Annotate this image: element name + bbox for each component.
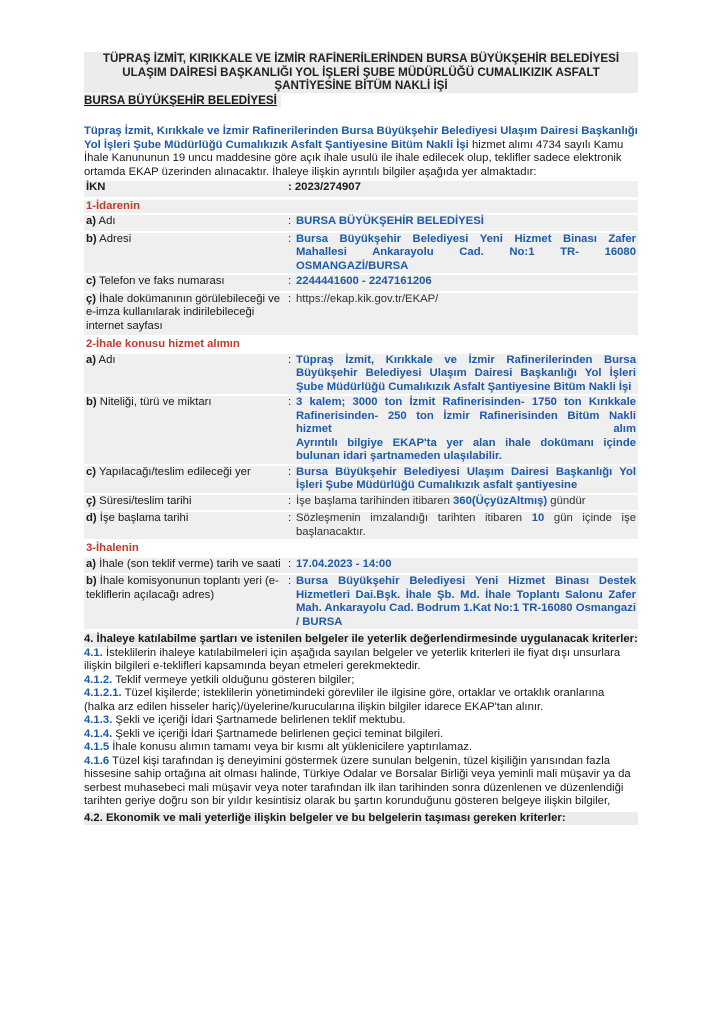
s1-a-value: BURSA BÜYÜKŞEHİR BELEDİYESİ xyxy=(296,215,484,228)
s2-d-label: Süresi/teslim tarihi xyxy=(96,494,192,507)
criteria-text: Şekli ve içeriği İdari Şartnamede belirlenen teklif mektubu. xyxy=(112,714,406,727)
s2-e-post: gün içinde işe başlanacaktır. xyxy=(296,512,636,538)
criteria-heading: 4. İhaleye katılabilme şartları ve istenilen belgeler ile yeterlik değerlendirmesinde uygulanacak kriterler: xyxy=(84,633,638,646)
criteria-text: Şekli ve içeriği İdari Şartnamede belirlenen geçici teminat bilgileri. xyxy=(112,727,444,740)
s2-row-e: d) İşe başlama tarihi : Sözleşmenin imzalandığı tarihten itibaren 10 gün içinde işe başlanacaktır. xyxy=(86,512,636,538)
s2-row-a: a) Adı : Tüpraş İzmit, Kırıkkale ve İzmir Rafinerilerinden Bursa Büyükşehir Belediyesi Ulaşım Dairesi Başkanlığı Yol İşleri Şube Müdürlüğü Cumalıkızık Asfalt Şantiyesine Bitüm Nakli İşi xyxy=(86,353,636,393)
publisher-name: BURSA BÜYÜKŞEHİR BELEDİYESİ xyxy=(84,94,281,108)
s2-e-pre: Sözleşmenin imzalandığı tarihten itibaren xyxy=(296,512,532,525)
s2-b-key: b) xyxy=(86,396,97,409)
criteria-num: 4.1.4. xyxy=(84,727,113,740)
s2-d-post: gündür xyxy=(547,494,586,507)
s3-row-a: a) İhale (son teklif verme) tarih ve saati : 17.04.2023 - 14:00 xyxy=(84,558,638,574)
criteria-text: Tüzel kişilerde; isteklilerin yönetimindeki görevliler ile ilgisine göre, ortaklar ve ortaklık oranlarına (halka arz edilen hisseler hariç)/üyelerine/kurucularına ilişkin bilgiler idarece EKAP'tan alınır. xyxy=(84,687,605,713)
criteria-item xyxy=(84,687,638,714)
criteria-num: 4.1.3. xyxy=(84,714,113,727)
s3-b-key: b) xyxy=(86,575,97,588)
criteria-item xyxy=(84,755,638,809)
intro-text: hizmet alımı 4734 sayılı Kamu İhale Kanununun 19 uncu maddesine göre açık ihale usulü ile ihale edilecek olup, teklifler sadece elektronik ortamda EKAP üzerinden alınacaktır. İhaleye ilişkin ayrıntılı bilgiler aşağıda yer almaktadır: xyxy=(84,138,624,178)
s1-b-label: Adresi xyxy=(96,232,132,245)
criteria-num: 4.1.5 xyxy=(84,741,110,754)
intro-bold-title: Tüpraş İzmit, Kırıkkale ve İzmir Rafinerilerinden Bursa Büyükşehir Belediyesi Ulaşım Dairesi Başkanlığı Yol İşleri Şube Müdürlüğü Cumalıkızık Asfalt Şantiyesine Bitüm Nakli İşi xyxy=(84,125,638,151)
section-1-title: 1-İdarenin xyxy=(84,200,638,214)
ikn-value: : 2023/274907 xyxy=(288,181,361,194)
criteria-num: 4.1.2. xyxy=(84,673,113,686)
s2-b-value-line1: 3 kalem; 3000 ton İzmit Rafinerisinden- 1750 ton Kırıkkale Rafinerisinden- 250 ton İzmir Rafinerisinden Bitüm Nakli hizmet alım xyxy=(296,396,636,436)
s2-e-label: İşe başlama tarihi xyxy=(96,512,189,525)
s2-row-d: ç) Süresi/teslim tarihi : İşe başlama tarihinden itibaren 360(ÜçyüzAltmış) gündür xyxy=(84,495,638,511)
s2-b-value xyxy=(296,396,638,464)
criteria-item xyxy=(84,714,638,728)
s1-b-value: Bursa Büyükşehir Belediyesi Yeni Hizmet Binası Zafer Mahallesi Ankarayolu Cad. No:1 TR- 16080 OSMANGAZİ/BURSA xyxy=(296,232,636,272)
s3-b-label: İhale komisyonunun toplantı yeri (e-tekliflerin açılacağı adres) xyxy=(86,575,279,601)
announcement-page xyxy=(84,52,638,825)
s3-a-value: 17.04.2023 - 14:00 xyxy=(296,557,392,570)
criteria-num: 4.1. xyxy=(84,646,103,659)
criteria-text: İsteklilerin ihaleye katılabilmeleri için aşağıda sayılan belgeler ve yeterlik kriterleri ile fiyat dışı unsurlara ilişkin bilgileri e-teklifleri kapsamında beyan etmeleri gerekmektedir. xyxy=(84,646,621,673)
s2-a-label: Adı xyxy=(96,353,116,366)
criteria-text: Tüzel kişi tarafından iş deneyimini göstermek üzere sunulan belgenin, tüzel kişiliğin yarısından fazla hissesine sahip ortağına ait olması halinde, Türkiye Odalar ve Borsalar Birliği veya yeminli mali müşavir ya da serbest muhasebeci mali müşavir veya noter tarafından ilk ilan tarihinden sonra düzenlenen ve düzenlendiği tarihten geriye doğru son bir yıldır kesintisiz olarak bu şartın korunduğunu gösteren belgeye ilişkin bilgiler, xyxy=(84,754,631,808)
s2-d-value xyxy=(296,495,638,511)
s3-a-key: a) xyxy=(86,557,97,570)
s2-row-b: b) Niteliği, türü ve miktarı : 3 kalem; 3000 ton İzmit Rafinerisinden- 1750 ton Kırıkkale Rafinerisinden- 250 ton İzmir Rafinerisinden Bitüm Nakli hizmet alım Ayrıntılı bilgiye EKAP'ta yer alan ihale dokümanı içinde bulunan idari şartnameden ulaşılabilir. xyxy=(86,396,636,463)
s1-d-key: ç) xyxy=(86,292,97,305)
s3-a-label: İhale (son teklif verme) tarih ve saati xyxy=(96,557,281,570)
ikn-row xyxy=(84,181,638,197)
s1-a-key: a) xyxy=(86,215,97,228)
s2-e-key: d) xyxy=(86,512,97,525)
s1-d-value[interactable]: https://ekap.kik.gov.tr/EKAP/ xyxy=(296,292,439,305)
s2-e-value xyxy=(296,512,638,539)
criteria-text: İhale konusu alımın tamamı veya bir kısmı alt yüklenicilere yaptırılamaz. xyxy=(109,741,473,754)
s1-row-a: a) Adı : BURSA BÜYÜKŞEHİR BELEDİYESİ xyxy=(84,215,638,231)
s2-d-key: ç) xyxy=(86,494,97,507)
s2-a-value: Tüpraş İzmit, Kırıkkale ve İzmir Rafinerilerinden Bursa Büyükşehir Belediyesi Ulaşım Dairesi Başkanlığı Yol İşleri Şube Müdürlüğü Cumalıkızık Asfalt Şantiyesine Bitüm Nakli İşi xyxy=(296,353,636,393)
s3-b-value: Bursa Büyükşehir Belediyesi Yeni Hizmet Binası Destek Hizmetleri Dai.Bşk. İhale Şb. Md. İhale Toplantı Salonu Zafer Mah. Ankarayolu Cad. Bodrum 1.Kat No:1 TR-16080 Osmangazi / BURSA xyxy=(296,575,636,628)
s2-b-label: Niteliği, türü ve miktarı xyxy=(96,396,212,409)
intro-paragraph xyxy=(84,125,638,179)
section-2-title: 2-İhale konusu hizmet alımın xyxy=(86,338,240,351)
s1-d-label: İhale dokümanının görülebileceği ve e-imza kullanılarak indirilebileceği internet sayfası xyxy=(86,292,281,332)
s1-c-key: c) xyxy=(86,275,97,288)
s1-a-label: Adı xyxy=(96,215,116,228)
s2-b-value-line2: Ayrıntılı bilgiye EKAP'ta yer alan ihale dokümanı içinde bulunan idari şartnameden ulaşılabilir. xyxy=(296,436,636,463)
s2-d-pre: İşe başlama tarihinden itibaren xyxy=(296,494,453,507)
s2-e-days: 10 xyxy=(531,512,545,525)
s1-c-value: 2244441600 - 2247161206 xyxy=(296,275,432,288)
criteria-text: Teklif vermeye yetkili olduğunu gösteren bilgiler; xyxy=(112,673,355,686)
s2-row-c: c) Yapılacağı/teslim edileceği yer : Bursa Büyükşehir Belediyesi Ulaşım Dairesi Başkanlığı Yol İşleri Şube Müdürlüğü Cumalıkızık asfalt şantiyesine xyxy=(86,465,636,492)
s3-row-b: b) İhale komisyonunun toplantı yeri (e-tekliflerin açılacağı adres) : Bursa Büyükşehir Belediyesi Yeni Hizmet Binası Destek Hizmetleri Dai.Bşk. İhale Şb. Md. İhale Toplantı Salonu Zafer Mah. Ankarayolu Cad. Bodrum 1.Kat No:1 TR-16080 Osmangazi / BURSA xyxy=(86,575,636,628)
s2-c-key: c) xyxy=(86,465,97,478)
criteria-item xyxy=(84,741,638,755)
criteria-item xyxy=(84,674,638,688)
announcement-title: TÜPRAŞ İZMİT, KIRIKKALE VE İZMİR RAFİNERİLERİNDEN BURSA BÜYÜKŞEHİR BELEDİYESİ ULAŞIM DAİRESİ BAŞKANLIĞI YOL İŞLERİ ŞUBE MÜDÜRLÜĞÜ CUMALIKIZIK ASFALT ŞANTİYESİNE BİTÜM NAKLİ İŞİ xyxy=(84,52,638,93)
section-3-title: 3-İhalenin xyxy=(86,542,139,555)
s1-row-d: ç) İhale dokümanının görülebileceği ve e-imza kullanılarak indirilebileceği internet sayfası : https://ekap.kik.gov.tr/EKAP/ xyxy=(84,293,638,336)
ikn-label: İKN xyxy=(86,181,106,194)
criteria-num: 4.1.6 xyxy=(84,754,110,767)
criteria-item xyxy=(84,728,638,742)
s1-row-c: c) Telefon ve faks numarası : 2244441600 - 2247161206 xyxy=(84,275,638,291)
criteria-item xyxy=(84,647,638,674)
s2-a-key: a) xyxy=(86,353,97,366)
s2-c-value: Bursa Büyükşehir Belediyesi Ulaşım Dairesi Başkanlığı Yol İşleri Şube Müdürlüğü Cumalıkızık asfalt şantiyesine xyxy=(296,465,636,492)
s1-c-label: Telefon ve faks numarası xyxy=(96,275,225,288)
s2-d-duration: 360(ÜçyüzAltmış) xyxy=(453,494,548,507)
s1-b-key: b) xyxy=(86,232,97,245)
criteria-num: 4.1.2.1. xyxy=(84,687,122,700)
s2-c-label: Yapılacağı/teslim edileceği yer xyxy=(96,465,251,478)
s1-row-b: b) Adresi : Bursa Büyükşehir Belediyesi Yeni Hizmet Binası Zafer Mahallesi Ankarayolu Cad. No:1 TR- 16080 OSMANGAZİ/BURSA xyxy=(86,232,636,272)
criteria-final-heading: 4.2. Ekonomik ve mali yeterliğe ilişkin belgeler ve bu belgelerin taşıması gereken kriterler: xyxy=(84,812,638,826)
